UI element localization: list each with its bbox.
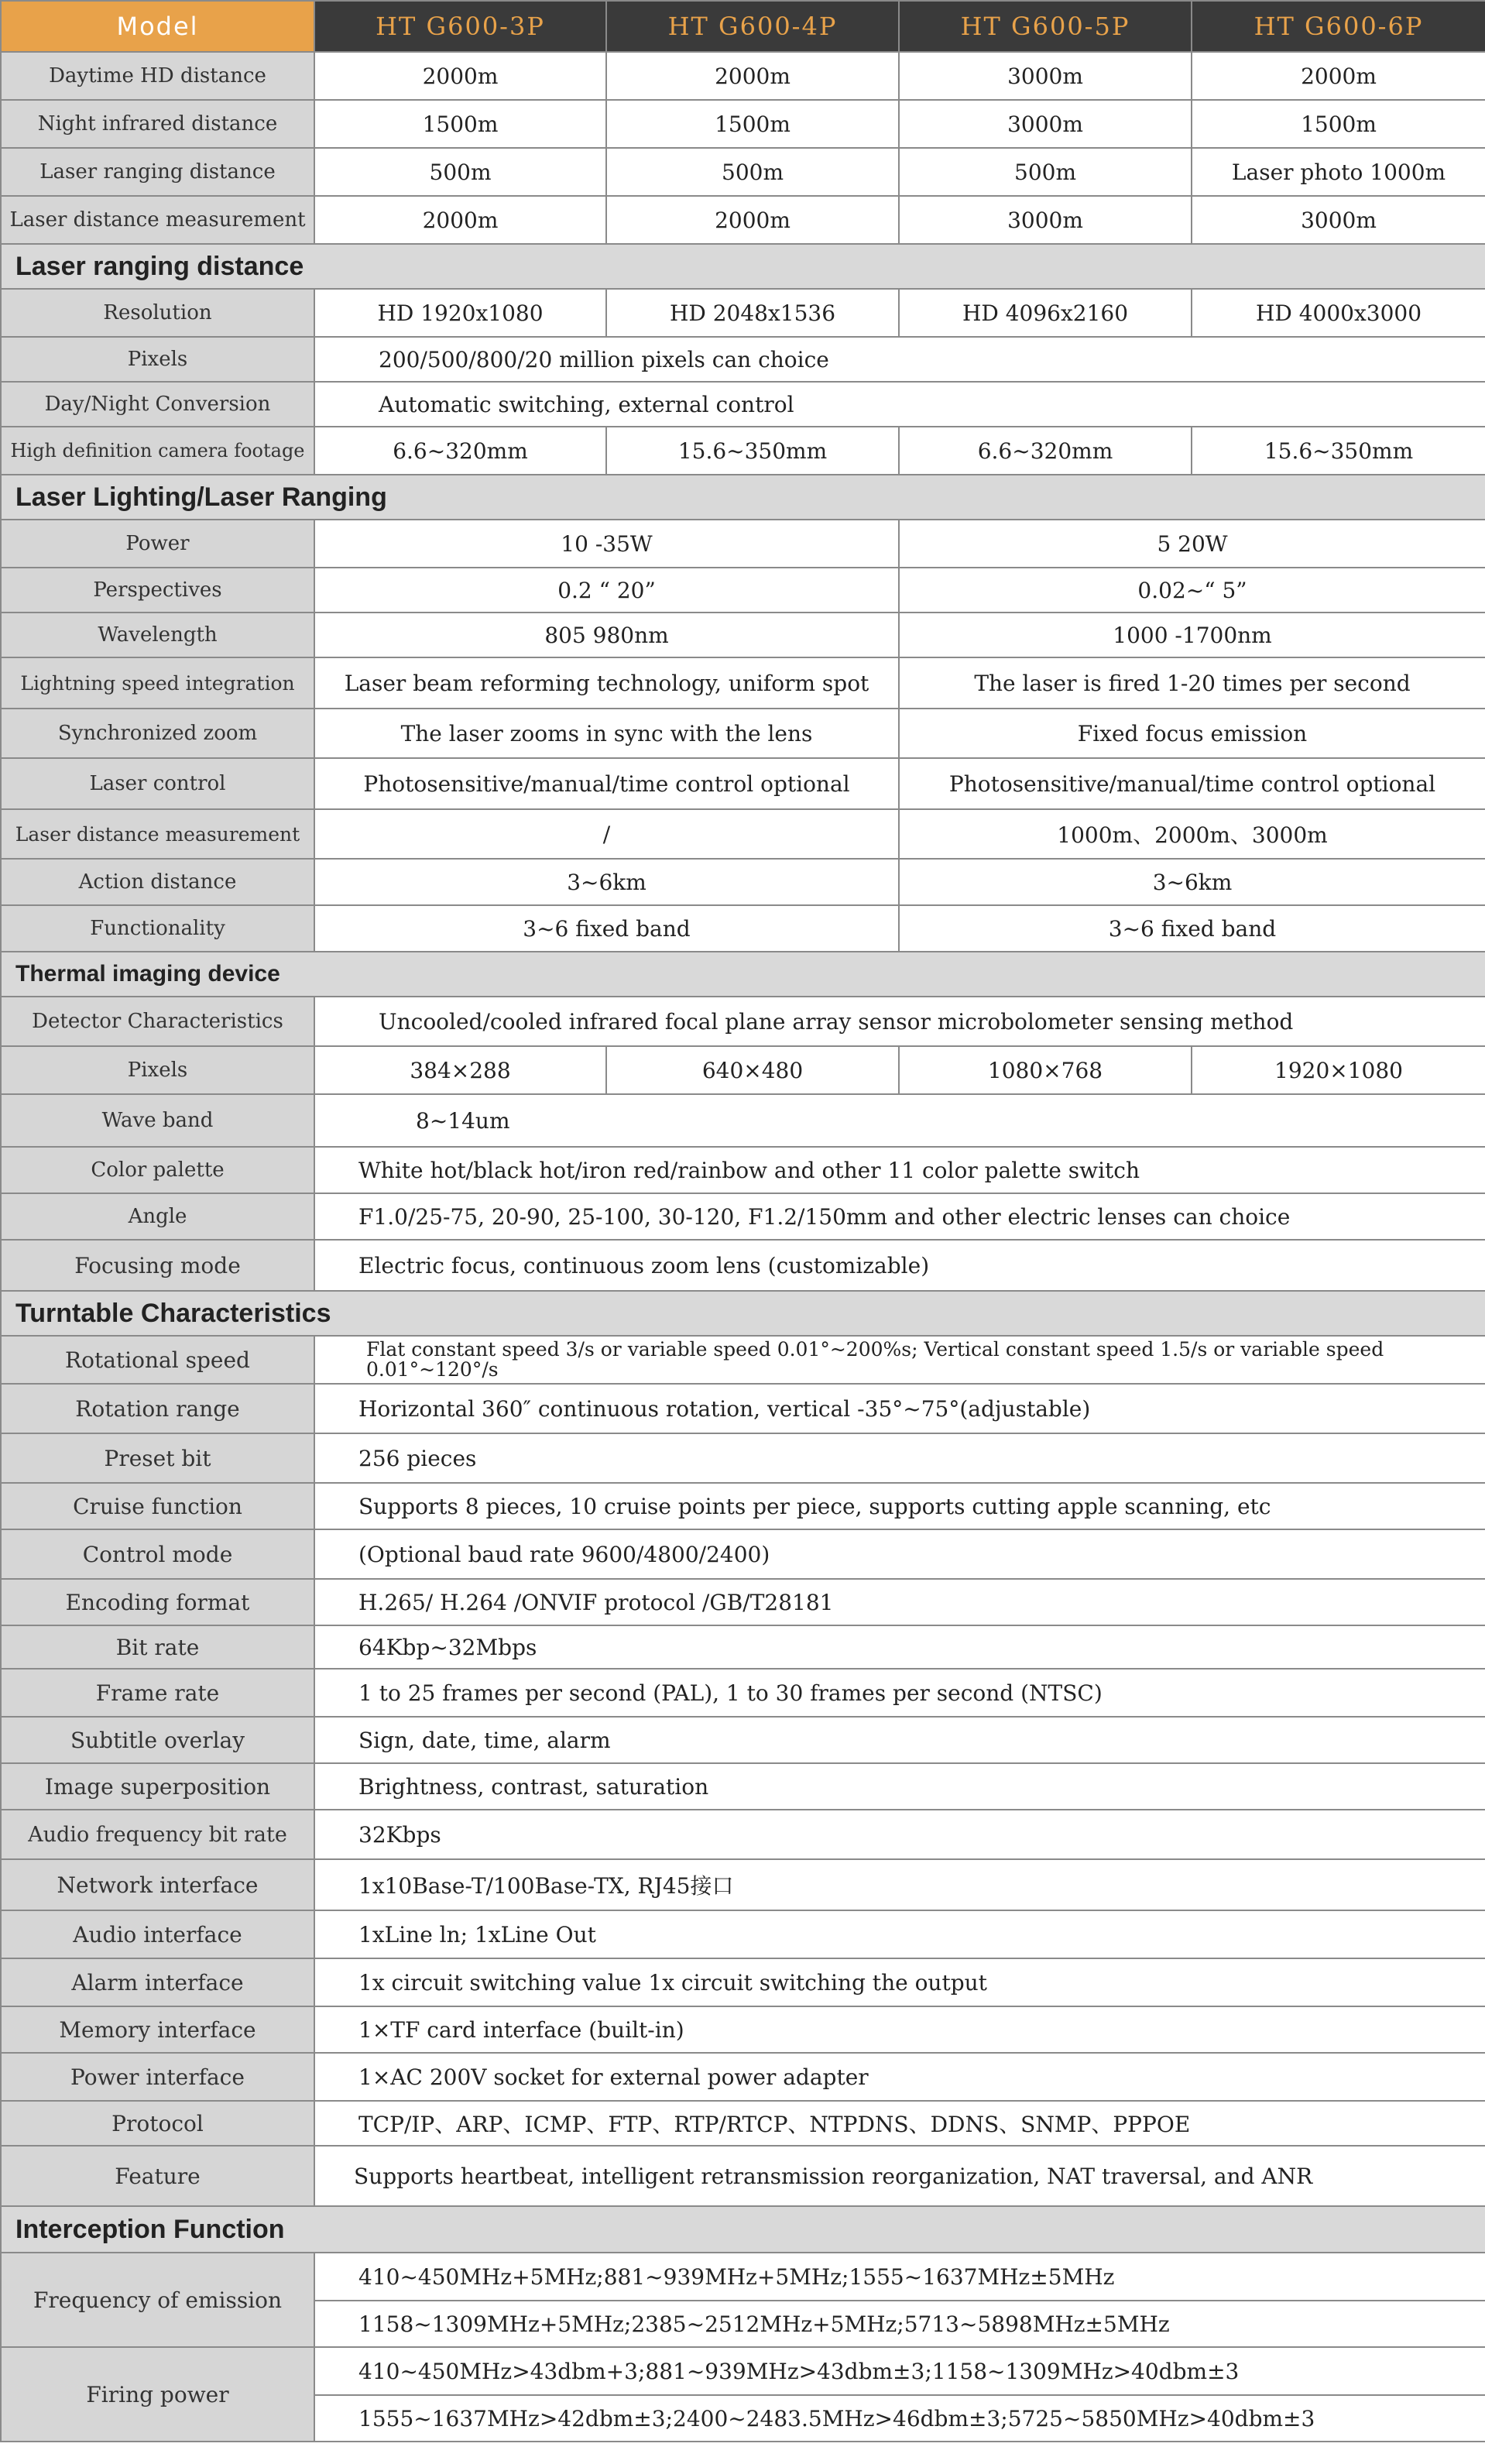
row-value: Uncooled/cooled infrared focal plane array sensor microbolometer sensing method	[314, 997, 1485, 1046]
row-value: 3~6km	[899, 859, 1485, 905]
row-value: 64Kbp~32Mbps	[314, 1625, 1485, 1669]
row-value: 0.02~“ 5”	[899, 568, 1485, 613]
row-label: Resolution	[1, 289, 314, 337]
row-value: Laser photo 1000m	[1192, 148, 1485, 196]
row-value: 1555~1637MHz>42dbm±3;2400~2483.5MHz>46dbm±3;5725~5850MHz>40dbm±3	[314, 2395, 1485, 2442]
spec-row	[1, 905, 1485, 952]
row-label: Action distance	[1, 859, 314, 905]
row-value: HD 4000x3000	[1192, 289, 1485, 337]
row-value: H.265/ H.264 /ONVIF protocol /GB/T28181	[314, 1579, 1485, 1625]
row-value: 0.2 “ 20”	[314, 568, 899, 613]
row-label: Preset bit	[1, 1433, 314, 1483]
spec-row	[1, 1579, 1485, 1625]
row-value: 1 to 25 frames per second (PAL), 1 to 30 frames per second (NTSC)	[314, 1669, 1485, 1717]
row-label: Pixels	[1, 337, 314, 382]
spec-row	[1, 2146, 1485, 2206]
row-label: Subtitle overlay	[1, 1717, 314, 1763]
row-value: 1158~1309MHz+5MHz;2385~2512MHz+5MHz;5713~5898MHz±5MHz	[314, 2301, 1485, 2347]
row-label: Network interface	[1, 1859, 314, 1910]
spec-row	[1, 382, 1485, 427]
row-value: HD 1920x1080	[314, 289, 606, 337]
spec-row	[1, 859, 1485, 905]
row-value: 2000m	[314, 52, 606, 100]
section-heading: Interception Function	[1, 2206, 1485, 2253]
spec-row	[1, 997, 1485, 1046]
row-label: Control mode	[1, 1529, 314, 1579]
row-label: Laser control	[1, 758, 314, 809]
row-value: 1000m、2000m、3000m	[899, 809, 1485, 859]
spec-row	[1, 427, 1485, 475]
spec-row	[1, 613, 1485, 657]
spec-row	[1, 1529, 1485, 1579]
spec-row	[1, 709, 1485, 758]
row-label: Daytime HD distance	[1, 52, 314, 100]
row-value: 1×AC 200V socket for external power adapter	[314, 2053, 1485, 2101]
row-value: 3~6 fixed band	[314, 905, 899, 952]
row-value: F1.0/25-75, 20-90, 25-100, 30-120, F1.2/150mm and other electric lenses can choice	[314, 1193, 1485, 1240]
spec-row	[1, 1958, 1485, 2006]
row-label: Power	[1, 520, 314, 568]
row-value: 200/500/800/20 million pixels can choice	[314, 337, 1485, 382]
row-value: 500m	[899, 148, 1192, 196]
spec-row	[1, 1859, 1485, 1910]
row-value: 500m	[314, 148, 606, 196]
row-value: (Optional baud rate 9600/4800/2400)	[314, 1529, 1485, 1579]
spec-row	[1, 1094, 1485, 1147]
row-label: Wavelength	[1, 613, 314, 657]
spec-row	[1, 1483, 1485, 1529]
row-label: Image superposition	[1, 1763, 314, 1810]
row-value: 1920×1080	[1192, 1046, 1485, 1094]
row-value: 805 980nm	[314, 613, 899, 657]
row-label: Rotational speed	[1, 1336, 314, 1384]
spec-row	[1, 1763, 1485, 1810]
spec-row	[1, 520, 1485, 568]
row-label: Memory interface	[1, 2006, 314, 2053]
row-label: Perspectives	[1, 568, 314, 613]
row-label: Angle	[1, 1193, 314, 1240]
row-label: Protocol	[1, 2101, 314, 2146]
row-value: 6.6~320mm	[314, 427, 606, 475]
spec-row	[1, 1433, 1485, 1483]
row-value: 1500m	[606, 100, 899, 148]
row-value: 410~450MHz>43dbm+3;881~939MHz>43dbm±3;1158~1309MHz>40dbm±3	[314, 2347, 1485, 2395]
header-row	[1, 1, 1485, 52]
row-value: Sign, date, time, alarm	[314, 1717, 1485, 1763]
row-label: Rotation range	[1, 1384, 314, 1433]
row-value: 1080×768	[899, 1046, 1192, 1094]
spec-row	[1, 2101, 1485, 2146]
row-label: Encoding format	[1, 1579, 314, 1625]
model-name: HT G600-3P	[314, 1, 606, 52]
spec-row	[1, 100, 1485, 148]
row-value: Horizontal 360″ continuous rotation, vertical -35°~75°(adjustable)	[314, 1384, 1485, 1433]
row-value: /	[314, 809, 899, 859]
row-value: 2000m	[1192, 52, 1485, 100]
spec-row	[1, 1669, 1485, 1717]
row-value: HD 2048x1536	[606, 289, 899, 337]
row-label: Firing power	[1, 2347, 314, 2442]
row-label: Synchronized zoom	[1, 709, 314, 758]
row-label: Frequency of emission	[1, 2253, 314, 2347]
row-value: 1xLine ln; 1xLine Out	[314, 1910, 1485, 1958]
row-value: 500m	[606, 148, 899, 196]
spec-row	[1, 1240, 1485, 1291]
row-value: 1500m	[1192, 100, 1485, 148]
model-header: Model	[1, 1, 314, 52]
spec-row	[1, 809, 1485, 859]
spec-row	[1, 2253, 1485, 2301]
row-value: Photosensitive/manual/time control optional	[314, 758, 899, 809]
row-value: Automatic switching, external control	[314, 382, 1485, 427]
spec-row	[1, 2053, 1485, 2101]
row-value: Photosensitive/manual/time control optional	[899, 758, 1485, 809]
row-value: 2000m	[606, 196, 899, 244]
row-value: The laser is fired 1-20 times per second	[899, 657, 1485, 709]
section-heading: Laser ranging distance	[1, 244, 1485, 289]
row-value: 1500m	[314, 100, 606, 148]
row-value: 2000m	[606, 52, 899, 100]
row-value: Laser beam reforming technology, uniform spot	[314, 657, 899, 709]
model-name: HT G600-4P	[606, 1, 899, 52]
row-value: 1x circuit switching value 1x circuit switching the output	[314, 1958, 1485, 2006]
row-value: 10 -35W	[314, 520, 899, 568]
spec-row	[1, 52, 1485, 100]
spec-row	[1, 337, 1485, 382]
row-value: 15.6~350mm	[606, 427, 899, 475]
row-value: TCP/IP、ARP、ICMP、FTP、RTP/RTCP、NTPDNS、DDNS、SNMP、PPPOE	[314, 2101, 1485, 2146]
row-label: Laser ranging distance	[1, 148, 314, 196]
model-name: HT G600-5P	[899, 1, 1192, 52]
row-value: Supports heartbeat, intelligent retransmission reorganization, NAT traversal, and ANR	[314, 2146, 1485, 2206]
section-heading: Thermal imaging device	[1, 952, 1485, 997]
row-label: Frame rate	[1, 1669, 314, 1717]
spec-row	[1, 1336, 1485, 1384]
row-label: Lightning speed integration	[1, 657, 314, 709]
spec-row	[1, 289, 1485, 337]
row-label: Detector Characteristics	[1, 997, 314, 1046]
row-value: 3000m	[899, 196, 1192, 244]
row-label: Cruise function	[1, 1483, 314, 1529]
spec-row	[1, 1910, 1485, 1958]
spec-row	[1, 1193, 1485, 1240]
row-label: Focusing mode	[1, 1240, 314, 1291]
row-value: 384×288	[314, 1046, 606, 1094]
section-heading: Laser Lighting/Laser Ranging	[1, 475, 1485, 520]
row-value: 3000m	[899, 52, 1192, 100]
row-value: 1x10Base-T/100Base-TX, RJ45接口	[314, 1859, 1485, 1910]
row-label: Wave band	[1, 1094, 314, 1147]
spec-row	[1, 1046, 1485, 1094]
section-row	[1, 244, 1485, 289]
row-label: Feature	[1, 2146, 314, 2206]
row-label: Color palette	[1, 1147, 314, 1193]
row-value: 3~6km	[314, 859, 899, 905]
spec-row	[1, 196, 1485, 244]
row-value: 32Kbps	[314, 1810, 1485, 1859]
row-value: Electric focus, continuous zoom lens (customizable)	[314, 1240, 1485, 1291]
spec-row	[1, 1717, 1485, 1763]
row-value: 1000 -1700nm	[899, 613, 1485, 657]
section-row	[1, 952, 1485, 997]
row-value: The laser zooms in sync with the lens	[314, 709, 899, 758]
row-value: Flat constant speed 3/s or variable speed 0.01°~200%s; Vertical constant speed 1.5/s or variable speed 0.01°~120°/s	[314, 1336, 1485, 1384]
section-heading: Turntable Characteristics	[1, 1291, 1485, 1336]
row-value: Fixed focus emission	[899, 709, 1485, 758]
row-value: 410~450MHz+5MHz;881~939MHz+5MHz;1555~1637MHz±5MHz	[314, 2253, 1485, 2301]
row-value: 6.6~320mm	[899, 427, 1192, 475]
row-label: Day/Night Conversion	[1, 382, 314, 427]
spec-row	[1, 1810, 1485, 1859]
spec-row	[1, 758, 1485, 809]
spec-row	[1, 2347, 1485, 2395]
model-name: HT G600-6P	[1192, 1, 1485, 52]
row-label: Alarm interface	[1, 1958, 314, 2006]
row-label: Audio frequency bit rate	[1, 1810, 314, 1859]
row-label: Audio interface	[1, 1910, 314, 1958]
row-value: 5 20W	[899, 520, 1485, 568]
row-label: Night infrared distance	[1, 100, 314, 148]
row-label: Laser distance measurement	[1, 196, 314, 244]
row-value: HD 4096x2160	[899, 289, 1192, 337]
row-value: 1×TF card interface (built-in)	[314, 2006, 1485, 2053]
spec-row	[1, 1384, 1485, 1433]
spec-row	[1, 2006, 1485, 2053]
spec-row	[1, 148, 1485, 196]
spec-row	[1, 568, 1485, 613]
row-value: 2000m	[314, 196, 606, 244]
row-value: Supports 8 pieces, 10 cruise points per piece, supports cutting apple scanning, etc	[314, 1483, 1485, 1529]
spec-row	[1, 1625, 1485, 1669]
row-value: Brightness, contrast, saturation	[314, 1763, 1485, 1810]
row-value: 3~6 fixed band	[899, 905, 1485, 952]
row-value: White hot/black hot/iron red/rainbow and other 11 color palette switch	[314, 1147, 1485, 1193]
row-label: Power interface	[1, 2053, 314, 2101]
spec-row	[1, 657, 1485, 709]
section-row	[1, 2206, 1485, 2253]
row-label: High definition camera footage	[1, 427, 314, 475]
row-label: Functionality	[1, 905, 314, 952]
section-row	[1, 475, 1485, 520]
row-value: 256 pieces	[314, 1433, 1485, 1483]
row-label: Pixels	[1, 1046, 314, 1094]
row-value: 15.6~350mm	[1192, 427, 1485, 475]
row-value: 8~14um	[314, 1094, 1485, 1147]
section-row	[1, 1291, 1485, 1336]
row-label: Laser distance measurement	[1, 809, 314, 859]
row-value: 3000m	[899, 100, 1192, 148]
spec-row	[1, 1147, 1485, 1193]
row-value: 3000m	[1192, 196, 1485, 244]
row-value: 640×480	[606, 1046, 899, 1094]
row-label: Bit rate	[1, 1625, 314, 1669]
